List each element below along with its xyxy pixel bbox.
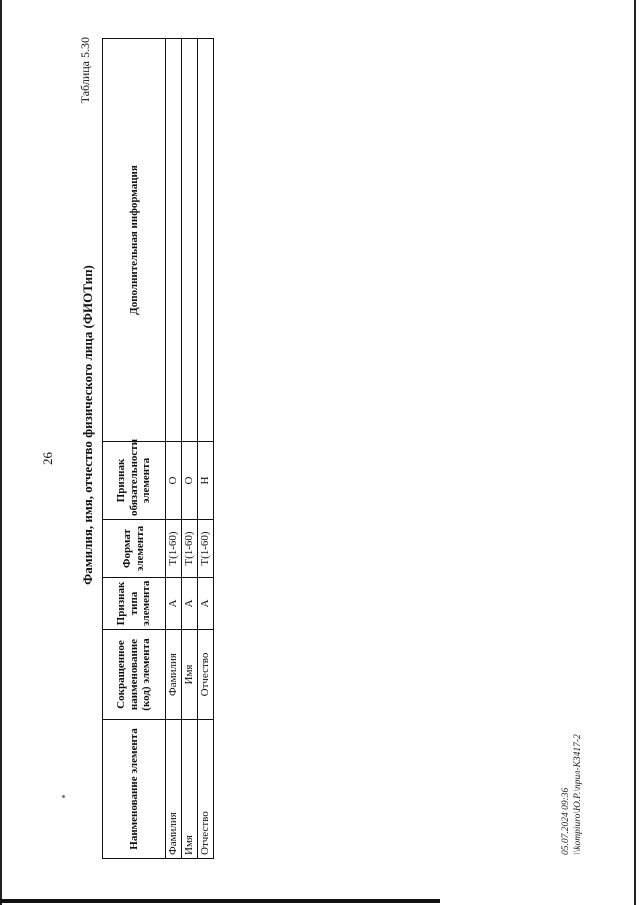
scan-edge-bottom xyxy=(0,899,440,903)
table-header-row xyxy=(103,39,166,859)
spec-table xyxy=(102,38,214,859)
cell-type: А xyxy=(198,578,214,630)
cell-code: Фамилия xyxy=(166,630,182,720)
cell-required: Н xyxy=(198,442,214,520)
rotated-content xyxy=(20,25,610,875)
col-header-code: Сокращенное наименование (код) элемента xyxy=(103,630,166,720)
footer-timestamp: 05.07.2024 09:36 xyxy=(561,787,571,855)
cell-type: А xyxy=(182,578,198,630)
cell-format: T(1-60) xyxy=(182,520,198,578)
col-header-type: Признак типа элемента xyxy=(103,578,166,630)
cell-format: T(1-60) xyxy=(198,520,214,578)
page-number: 26 xyxy=(40,452,55,465)
footer-reference: \\kompiuro\Ю.Р.\прил-КЗ417-2 xyxy=(573,734,583,855)
cell-name: Фамилия xyxy=(166,720,182,859)
cell-type: А xyxy=(166,578,182,630)
col-header-name: Наименование элемента xyxy=(103,720,166,859)
cell-info xyxy=(198,39,214,442)
table-title: Фамилия, имя, отчество физического лица (ФИОТип) xyxy=(80,265,95,585)
cell-code: Имя xyxy=(182,630,198,720)
col-header-format: Формат элемента xyxy=(103,520,166,578)
footer-stamp xyxy=(560,734,584,855)
cell-format: T(1-60) xyxy=(166,520,182,578)
table-row xyxy=(198,39,214,859)
cell-name: Имя xyxy=(182,720,198,859)
col-header-info: Дополнительная информация xyxy=(103,39,166,442)
cell-required: О xyxy=(166,442,182,520)
cell-required: О xyxy=(182,442,198,520)
cell-info xyxy=(166,39,182,442)
table-row xyxy=(182,39,198,859)
table-row xyxy=(166,39,182,859)
col-header-required: Признак обязательности элемента xyxy=(103,442,166,520)
scan-edge-left xyxy=(0,0,2,905)
cell-name: Отчество xyxy=(198,720,214,859)
cell-info xyxy=(182,39,198,442)
scan-edge-right xyxy=(634,0,636,905)
cell-code: Отчество xyxy=(198,630,214,720)
table-caption: Таблица 5.30 xyxy=(78,37,92,104)
